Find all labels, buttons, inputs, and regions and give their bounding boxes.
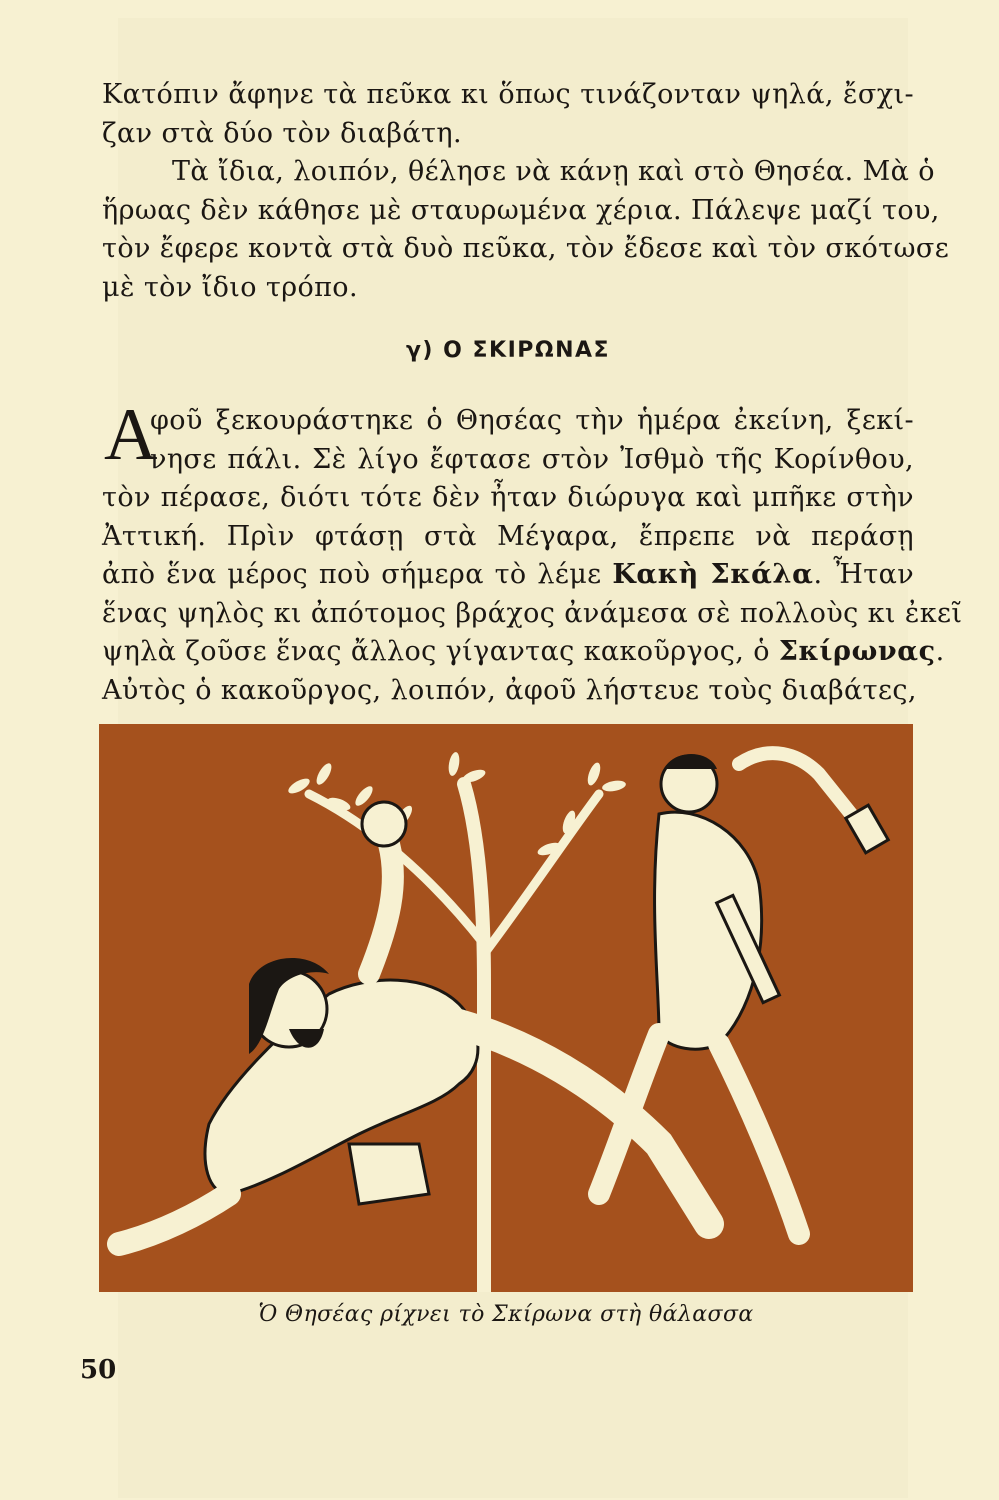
text-run: ψηλὰ ζοῦσε ἕνας ἄλλος γίγαντας κακοῦργος, ὁ xyxy=(102,636,779,667)
skiron-loincloth xyxy=(349,1144,429,1204)
illustration-drawing xyxy=(99,724,913,1292)
text-line: φοῦ ξεκουράστηκε ὁ Θησέας τὴν ἡμέρα ἐκείνη, ξεκί- xyxy=(150,405,914,436)
skiron-lower-arm xyxy=(119,1194,229,1244)
text-line: Τὰ ἴδια, λοιπόν, θέλησε νὰ κάνῃ καὶ στὸ Θησέα. Μὰ ὁ xyxy=(172,156,935,187)
text-line: Αὐτὸς ὁ κακοῦργος, λοιπόν, ἀφοῦ λήστευε τοὺς διαβάτες, xyxy=(102,674,917,706)
text-line xyxy=(102,633,945,672)
text-line: νησε πάλι. Σὲ λίγο ἔφτασε στὸν Ἰσθμὸ τῆς Κορίνθου, xyxy=(150,443,914,475)
paragraph-2 xyxy=(102,153,950,307)
vase-illustration xyxy=(99,724,913,1292)
skiron-torso xyxy=(205,980,478,1194)
text-line: ἕνας ψηλὸς κι ἀπότομος βράχος ἀνάμεσα σὲ πολλοὺς κι ἐκεῖ xyxy=(102,597,963,629)
paragraph-1 xyxy=(102,76,914,153)
text-run: ἀπὸ ἕνα μέρος ποὺ σήμερα τὸ λέμε xyxy=(102,559,613,590)
illustration-caption: Ὁ Θησέας ρίχνει τὸ Σκίρωνα στὴ θάλασσα xyxy=(258,1302,754,1327)
skiron-hand xyxy=(362,802,406,846)
text-line: ἥρωας δὲν κάθησε μὲ σταυρωμένα χέρια. Πάλεψε μαζί του, xyxy=(102,194,940,226)
text-line: ζαν στὰ δύο τὸν διαβάτη. xyxy=(102,117,462,149)
bold-term-kaki-skala: Κακὴ Σκάλα xyxy=(612,559,814,590)
section-heading: γ) Ο ΣΚΙΡΩΝΑΣ xyxy=(405,338,611,363)
text-line: Κατόπιν ἄφηνε τὰ πεῦκα κι ὅπως τινάζονταν ψηλά, ἔσχι- xyxy=(102,79,914,110)
text-run: . Ἦταν xyxy=(813,559,915,590)
theseus-leg-right xyxy=(719,1044,799,1234)
tree-leaves xyxy=(286,751,627,857)
theseus-hat xyxy=(664,754,717,769)
text-line: τὸν πέρασε, διότι τότε δὲν ἦταν διώρυγα καὶ μπῆκε στὴν xyxy=(102,482,914,513)
bold-term-skironas: Σκίρωνας xyxy=(778,636,936,667)
tree-branch-right xyxy=(484,794,599,954)
text-run: . xyxy=(935,636,945,667)
text-line: μὲ τὸν ἴδιο τρόπο. xyxy=(102,271,358,303)
text-line: τὸν ἔφερε κοντὰ στὰ δυὸ πεῦκα, τὸν ἔδεσε καὶ τὸν σκότωσε xyxy=(102,233,950,264)
text-line: Ἀττική. Πρὶν φτάσῃ στὰ Μέγαρα, ἔπρεπε νὰ περάσῃ xyxy=(102,520,914,552)
page-number: 50 xyxy=(80,1355,117,1385)
skiron-raised-arm xyxy=(369,844,393,974)
theseus-arm xyxy=(739,753,859,824)
text-line xyxy=(102,556,914,595)
drop-cap: Α xyxy=(104,394,158,476)
skiron-leg xyxy=(459,1024,709,1224)
paragraph-3 xyxy=(102,402,963,710)
theseus-figure xyxy=(599,753,888,1234)
